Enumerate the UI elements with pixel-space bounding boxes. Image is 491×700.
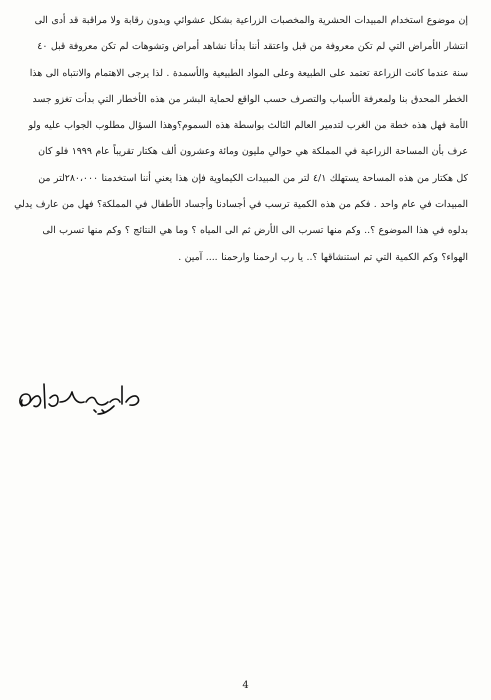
text-line-6: عرف بأن المساحة الزراعية في المملكة هي حوالي مليون ومائة وعشرون ألف هكتار تقريباً عام ١٩٩٩ فلو كان <box>38 146 468 158</box>
text-line-4: الخطر المحدق بنا ولمعرفة الأسباب والتصرف حسب الواقع لحماية البشر من هذه الأخطار التي بدأت تغزو جسد <box>32 93 468 105</box>
signature-graphic <box>14 372 144 418</box>
text-line-5: الأمة فهل هذه خطة من الغرب لتدمير العالم الثالث بواسطة هذه السموم؟وهذا السؤال مطلوب الجواب عليه ولو <box>28 120 468 132</box>
page-number: 4 <box>242 680 249 691</box>
text-line-1: إن موضوع استخدام المبيدات الحشرية والمخصبات الزراعية بشكل عشوائي وبدون رقابة ولا مراقبة قد أدى الى <box>34 15 468 26</box>
text-line-2: انتشار الأمراض التي لم تكن معروفة من قبل واعتقد أننا بدأنا نشاهد أمراض وتشوهات لم تكن معروفة قبل ٤٠ <box>37 41 468 53</box>
text-line-8: المبيدات في عام واحد . فكم من هذه الكمية ترسب في أجسادنا وأجساد الأطفال في المملكة؟ فهل من عارف يدلي <box>14 199 468 211</box>
text-line-9: بدلوه في هذا الموضوع ؟.. وكم منها تسرب الى الأرض ثم الى المياه ؟ وما هي النتائج ؟ وكم منها تسرب الى <box>42 225 468 237</box>
text-line-10: الهواء؟ وكم الكمية التي تم استنشاقها ؟.. يا رب ارحمنا وارحمنا .... آمين . <box>178 251 468 263</box>
body-paragraph <box>12 8 468 271</box>
text-line-3: سنة عندما كانت الزراعة تعتمد على الطبيعة وعلى المواد الطبيعية والأسمدة . لذا يرجى الاهتمام والانتباه الى هذا <box>29 67 468 79</box>
text-line-7: كل هكتار من هذه المساحة يستهلك ٤/١ لتر من المبيدات الكيماوية فإن هذا يعني أننا استخدمنا ٢٨٠،٠٠٠لتر من <box>38 172 468 184</box>
handwritten-signature <box>14 372 144 418</box>
